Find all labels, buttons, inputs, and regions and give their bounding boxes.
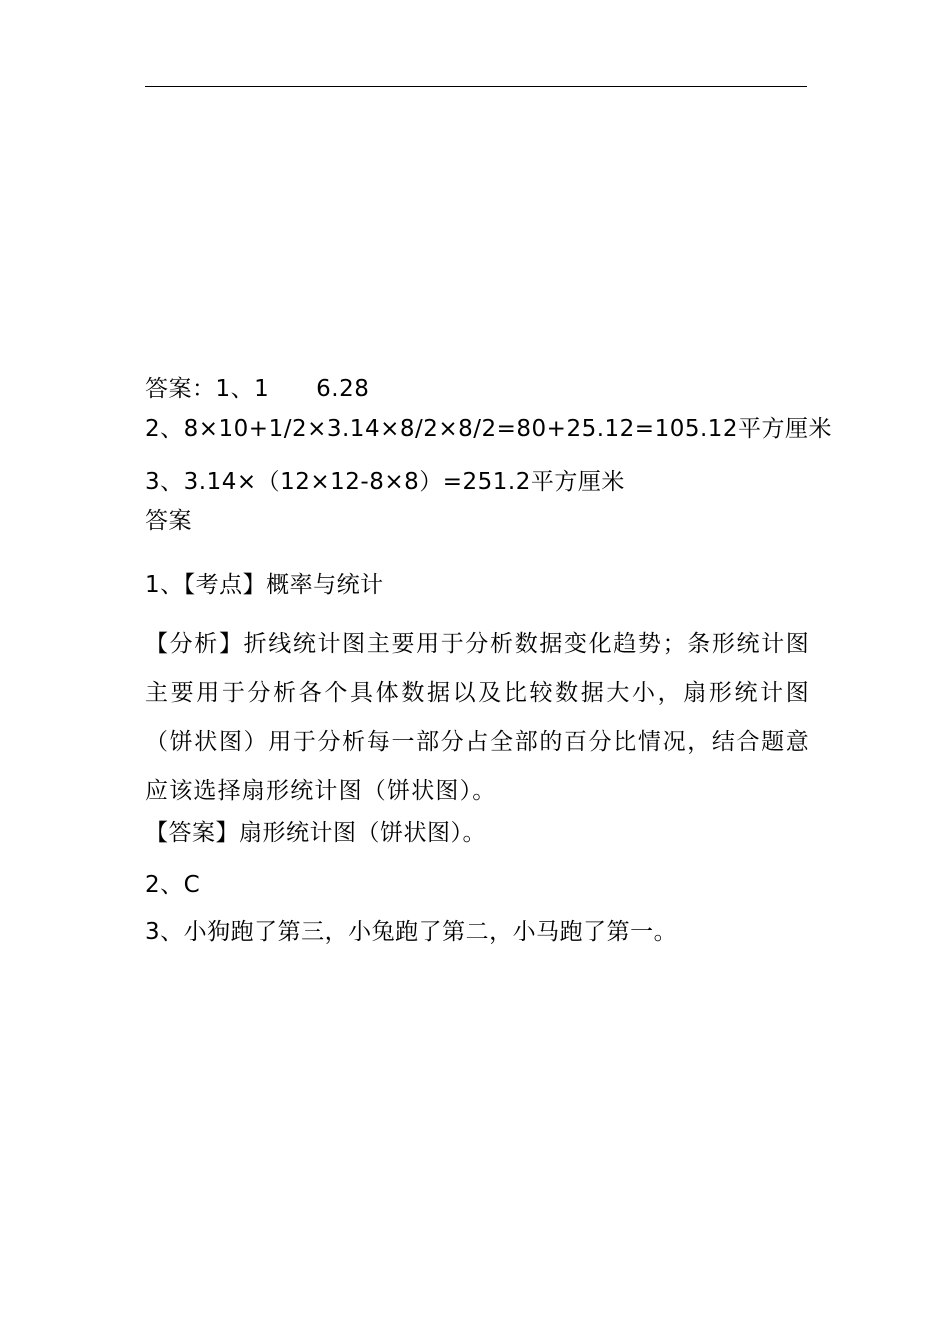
answer-head: 答案：1、1 6.28 — [145, 376, 370, 402]
item-3-answer: 3、小狗跑了第三，小兔跑了第二，小马跑了第一。 — [145, 919, 678, 945]
header-rule — [145, 86, 807, 87]
answer-line-2: 2、8×10+1/2×3.14×8/2×8/2=80+25.12=105.12平方厘米 — [145, 416, 833, 442]
answer-title: 答案 — [145, 508, 192, 534]
answer-line-3: 3、3.14×（12×12-8×8）=251.2平方厘米 — [145, 469, 625, 495]
answer-bracket: 【答案】扇形统计图（饼状图）。 — [145, 820, 486, 846]
item-1-topic: 1、【考点】概率与统计 — [145, 572, 384, 598]
item-2-answer: 2、C — [145, 872, 201, 898]
analysis-paragraph: 【分析】折线统计图主要用于分析数据变化趋势；条形统计图主要用于分析各个具体数据以及比较数据大小，扇形统计图（饼状图）用于分析每一部分占全部的百分比情况，结合题意应该选择扇形统计图（饼状图）。 — [145, 631, 810, 804]
